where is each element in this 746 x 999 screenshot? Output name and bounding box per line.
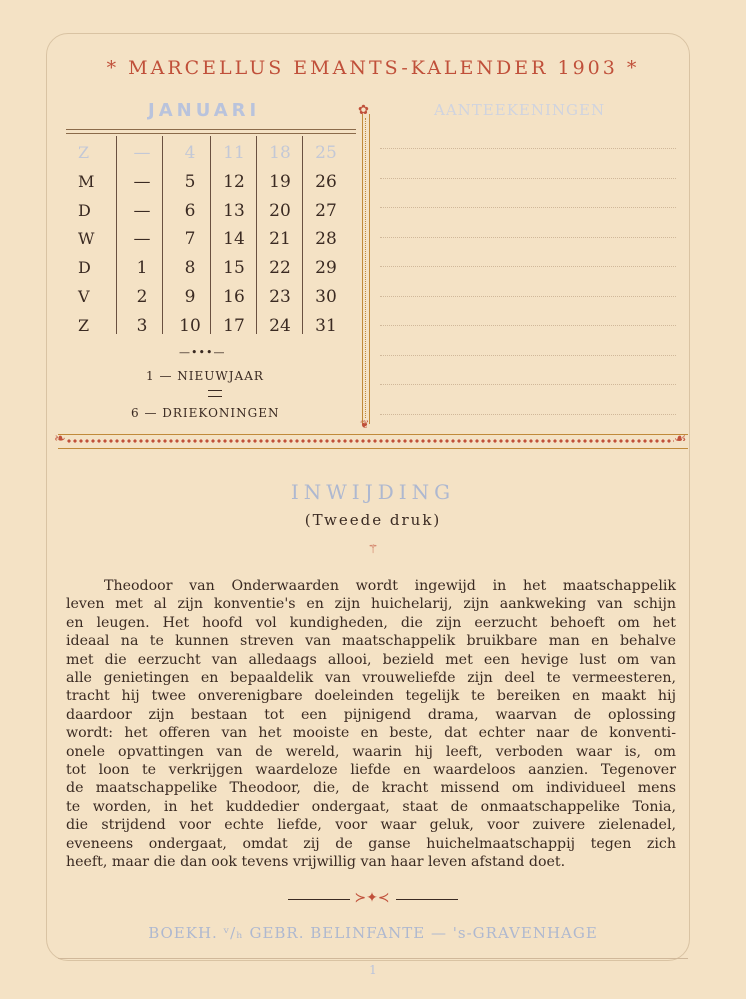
calendar-date-cell: 14: [223, 229, 245, 250]
calendar-date-cell: 19: [269, 171, 291, 192]
footer-rule-right: [396, 899, 458, 900]
body-paragraph: [66, 577, 676, 872]
calendar-date-cell: 22: [269, 258, 291, 279]
band-left-ornament-icon: ❧: [54, 431, 66, 447]
band-line-top: [58, 434, 688, 435]
calendar-date-cell: 29: [315, 258, 337, 279]
band-right-ornament-icon: ☙: [674, 431, 687, 447]
notes-title: AANTEEKENINGEN: [434, 101, 606, 119]
holiday-epiphany: 6 — DRIEKONINGEN: [131, 406, 280, 420]
section-ornament-icon: ⚚: [367, 542, 379, 556]
calendar-date-cell: 1: [136, 258, 148, 279]
calendar-date-cell: 10: [179, 315, 201, 336]
calendar-column-line: [256, 136, 257, 334]
notes-dotted-line: [380, 178, 676, 179]
notes-dotted-line: [380, 296, 676, 297]
calendar-date-cell: 2: [136, 287, 148, 307]
notes-dotted-line: [380, 237, 676, 238]
notes-dotted-line: [380, 266, 676, 267]
calendar-day-name: M: [78, 171, 95, 191]
body-text-line: wordt: het offeren van het mooiste en beste, dat echter naar de konventi-: [66, 725, 676, 742]
body-text-line: tot loon te verkrijgen waardeloze liefde en waardeloos aanzien. Tegenover: [66, 762, 676, 779]
calendar-date-cell: 17: [223, 315, 245, 336]
month-title: JANUARI: [148, 100, 261, 121]
calendar-day-name: D: [78, 200, 91, 220]
body-text-line: heeft, maar die dan ook tevens vrijwillig van haar leven afstand doet.: [66, 854, 566, 871]
calendar-date-cell: 24: [269, 315, 291, 336]
publisher-line: BOEKH. ᵛ/ₕ GEBR. BELINFANTE — 's-GRAVENHAGE: [148, 924, 598, 942]
body-text-line: die strijdend voor echte liefde, voor waar geluk, voor zuivere zielenadel,: [66, 817, 676, 834]
calendar-date-cell: 9: [184, 287, 196, 307]
calendar-date-cell: 16: [223, 287, 245, 307]
body-text-line: onele opvattingen van de wereld, waarin hij leeft, verboden waar is, om: [66, 743, 676, 760]
body-text-line: leven met al zijn konventie's en zijn huichelarij, zijn aankweking van schijn: [66, 596, 676, 613]
calendar-title: * MARCELLUS EMANTS-KALENDER 1903 *: [106, 57, 640, 79]
dotted-ornament-band: [66, 437, 674, 445]
calendar-column-line: [302, 136, 303, 334]
calendar-top-rule-2: [66, 133, 356, 134]
body-text-line: daardoor zijn bestaan tot een pijnigend drama, waarvan de oplossing: [66, 706, 676, 723]
calendar-date-cell: —: [133, 171, 151, 192]
body-text-line: met die eerzucht van alledaags allooi, bezield met een hevige lust om van: [66, 651, 676, 668]
calendar-date-cell: 15: [223, 258, 245, 279]
calendar-day-name: V: [78, 287, 90, 306]
footer-ornament-icon: ≻✦≺: [354, 890, 390, 906]
calendar-date-cell: 20: [269, 200, 291, 221]
body-text-line: eveneens ondergaat, omdat zij de ganse huichelmaatschappij tegen zich: [66, 835, 676, 852]
divider-end-ornament-icon: ❦: [360, 418, 370, 431]
calendar-date-cell: —: [133, 200, 151, 221]
notes-dotted-line: [380, 414, 676, 415]
calendar-day-name: Z: [78, 143, 90, 162]
section-subtitle: (Tweede druk): [304, 511, 442, 529]
holiday-new-year: 1 — NIEUWJAAR: [146, 369, 264, 383]
body-text-line: Theodoor van Onderwaarden wordt ingewijd in het maatschappelik: [104, 578, 676, 594]
body-text-line: ideaal na te kunnen streven van maatschappelik bruikbare man en behalve: [66, 633, 676, 650]
calendar-date-cell: 3: [136, 315, 148, 336]
calendar-date-cell: 25: [315, 143, 337, 163]
calendar-date-cell: 7: [184, 229, 196, 250]
calendar-top-rule: [66, 129, 356, 130]
notes-dotted-line: [380, 384, 676, 385]
calendar-date-cell: 21: [269, 229, 291, 250]
flower-ornament-icon: ✿: [358, 103, 369, 118]
calendar-column-line: [116, 136, 117, 334]
calendar-date-cell: 12: [223, 171, 245, 192]
band-line-bottom: [58, 448, 688, 449]
calendar-date-cell: 13: [223, 200, 245, 221]
section-title: INWIJDING: [290, 480, 456, 504]
calendar-date-cell: 8: [184, 258, 196, 279]
calendar-date-cell: —: [133, 143, 151, 163]
calendar-date-cell: 5: [184, 171, 196, 192]
calendar-date-cell: 27: [315, 200, 337, 221]
calendar-date-cell: 4: [184, 143, 196, 163]
calendar-day-name: W: [78, 229, 95, 249]
calendar-date-cell: 18: [269, 143, 291, 163]
calendar-date-cell: 6: [184, 200, 196, 221]
calendar-column-line: [210, 136, 211, 334]
body-text-line: tracht hij twee onverenigbare doeleinden tegelijk te bereiken en maakt hij: [66, 688, 676, 705]
notes-dotted-line: [380, 207, 676, 208]
body-text-line: alle genietingen en bepaaldelik van vrouweliefde zijn deel te vermeesteren,: [66, 670, 676, 687]
calendar-grid: [66, 136, 356, 336]
body-text-line: en leugen. Het hoofd vol kundigheden, die zijn eerzucht behoeft om het: [66, 614, 676, 631]
body-text-line: de maatschappelike Theodoor, die, de kracht missend om individueel mens: [66, 780, 676, 797]
calendar-ornament: —•••—: [179, 346, 226, 359]
page-number: 1: [369, 963, 377, 977]
column-divider: [362, 114, 370, 424]
calendar-date-cell: 23: [269, 287, 291, 307]
notes-dotted-line: [380, 148, 676, 149]
calendar-column-line: [162, 136, 163, 334]
bottom-rule: [58, 958, 688, 959]
notes-dotted-line: [380, 325, 676, 326]
body-text-line: te worden, in het kuddedier ondergaat, staat de onmaatschappelike Tonia,: [66, 798, 676, 815]
calendar-date-cell: 11: [223, 143, 245, 163]
holiday-separator: [208, 390, 222, 397]
notes-dotted-line: [380, 355, 676, 356]
calendar-date-cell: 28: [315, 229, 337, 250]
calendar-day-name: Z: [78, 315, 90, 335]
calendar-date-cell: 26: [315, 171, 337, 192]
calendar-date-cell: —: [133, 229, 151, 250]
calendar-date-cell: 31: [315, 315, 337, 336]
calendar-date-cell: 30: [315, 287, 337, 307]
calendar-day-name: D: [78, 258, 91, 278]
